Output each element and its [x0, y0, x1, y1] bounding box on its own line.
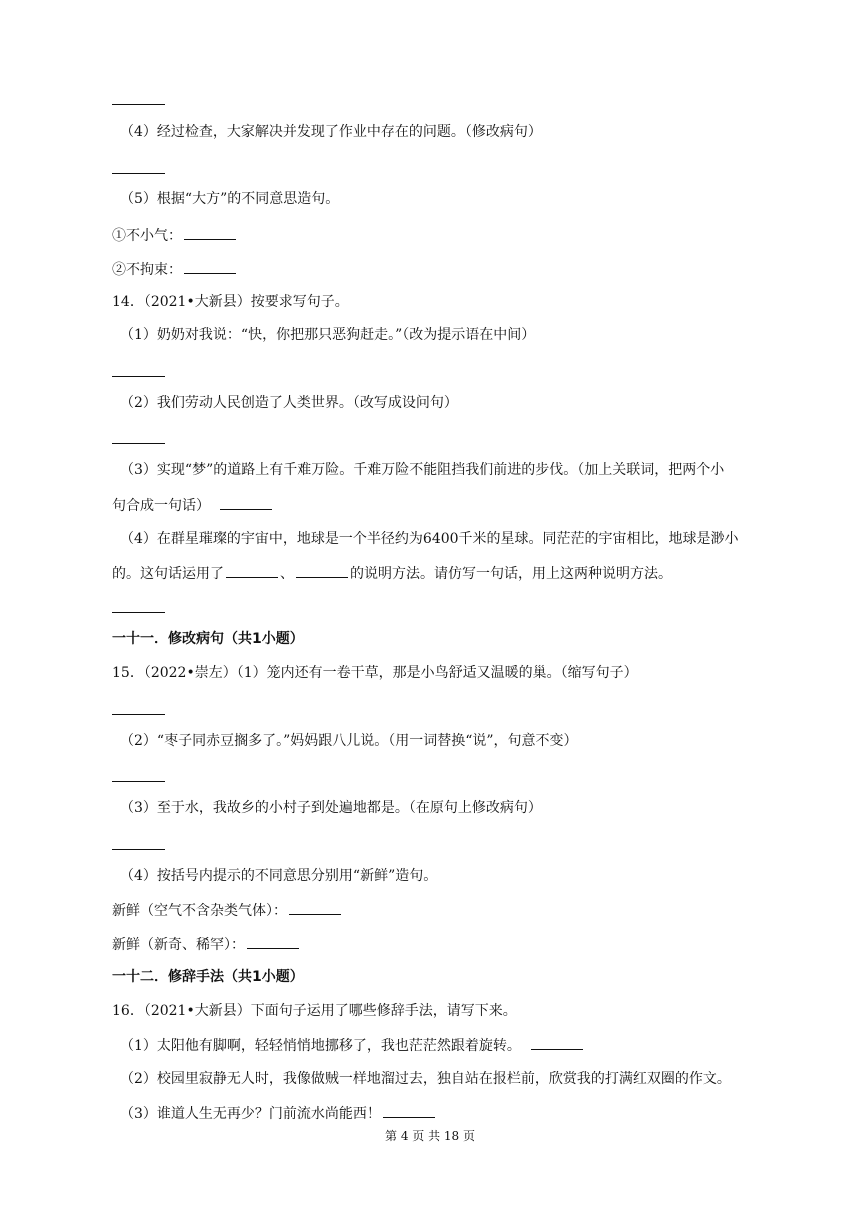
answer-line	[112, 849, 165, 850]
section-heading-11: 一十一．修改病句（共1小题）	[112, 631, 304, 647]
question-14-2: （2）我们劳动人民创造了人类世界。（改写成设问句）	[120, 395, 458, 411]
question-14-4-line2: 的。这句话运用了 、 的说明方法。请仿写一句话，用上这两种说明方法。	[112, 566, 672, 582]
answer-line	[112, 714, 165, 715]
answer-line	[112, 104, 165, 105]
question-15-3: （3）至于水，我故乡的小村子到处遍地都是。（在原句上修改病句）	[120, 800, 542, 816]
page-footer: 第 4 页 共 18 页	[385, 1129, 475, 1143]
answer-line	[112, 376, 165, 377]
answer-line	[112, 781, 165, 782]
section-heading-12: 一十二．修辞手法（共1小题）	[112, 969, 304, 985]
question-15-4: （4）按括号内提示的不同意思分别用“新鲜”造句。	[120, 868, 438, 884]
question-16-3: （3）谁道人生无再少？门前流水尚能西！	[120, 1104, 437, 1123]
question-13-5: （5）根据“大方”的不同意思造句。	[120, 191, 340, 207]
question-16: 16．（2021•大新县）下面句子运用了哪些修辞手法，请写下来。	[112, 1003, 517, 1019]
question-16-2: （2）校园里寂静无人时，我像做贼一样地溜过去，独自站在报栏前，欣赏我的打满红双圈的作文。	[120, 1071, 731, 1087]
question-14-3-line2: 句合成一句话）	[112, 496, 274, 515]
question-14-1: （1）奶奶对我说：“快，你把那只恶狗赶走。”（改为提示语在中间）	[120, 327, 536, 343]
answer-line	[112, 443, 165, 444]
answer-blank	[289, 901, 341, 915]
answer-blank	[247, 935, 299, 949]
answer-blank	[226, 564, 278, 578]
question-13-4: （4）经过检查，大家解决并发现了作业中存在的问题。（修改病句）	[120, 124, 542, 140]
sub-item: ②不拘束：	[112, 260, 238, 279]
answer-blank	[220, 496, 272, 510]
question-14-4-line1: （4）在群星璀璨的宇宙中，地球是一个半径约为6400千米的星球。同茫茫的宇宙相比，地球是渺小	[120, 531, 739, 547]
sub-item: 新鲜（新奇、稀罕）：	[112, 935, 301, 954]
answer-blank	[184, 226, 236, 240]
question-16-1: （1）太阳他有脚啊，轻轻悄悄地挪移了，我也茫茫然跟着旋转。	[120, 1036, 585, 1055]
answer-blank	[296, 564, 348, 578]
answer-blank	[184, 260, 236, 274]
sub-item: ①不小气：	[112, 226, 238, 245]
answer-line	[112, 173, 165, 174]
answer-line	[112, 612, 165, 613]
sub-item: 新鲜（空气不含杂类气体）：	[112, 901, 343, 920]
question-14: 14．（2021•大新县）按要求写句子。	[112, 294, 349, 310]
question-15-1: 15．（2022•崇左）（1）笼内还有一卷干草，那是小鸟舒适又温暖的巢。（缩写句子）	[112, 665, 638, 681]
answer-blank	[531, 1036, 583, 1050]
answer-blank	[383, 1104, 435, 1118]
question-14-3-line1: （3）实现“梦”的道路上有千难万险。千难万险不能阻挡我们前进的步伐。（加上关联词，把两个小	[120, 462, 725, 478]
question-15-2: （2）“枣子同赤豆搁多了。”妈妈跟八儿说。（用一词替换“说”，句意不变）	[120, 733, 578, 749]
